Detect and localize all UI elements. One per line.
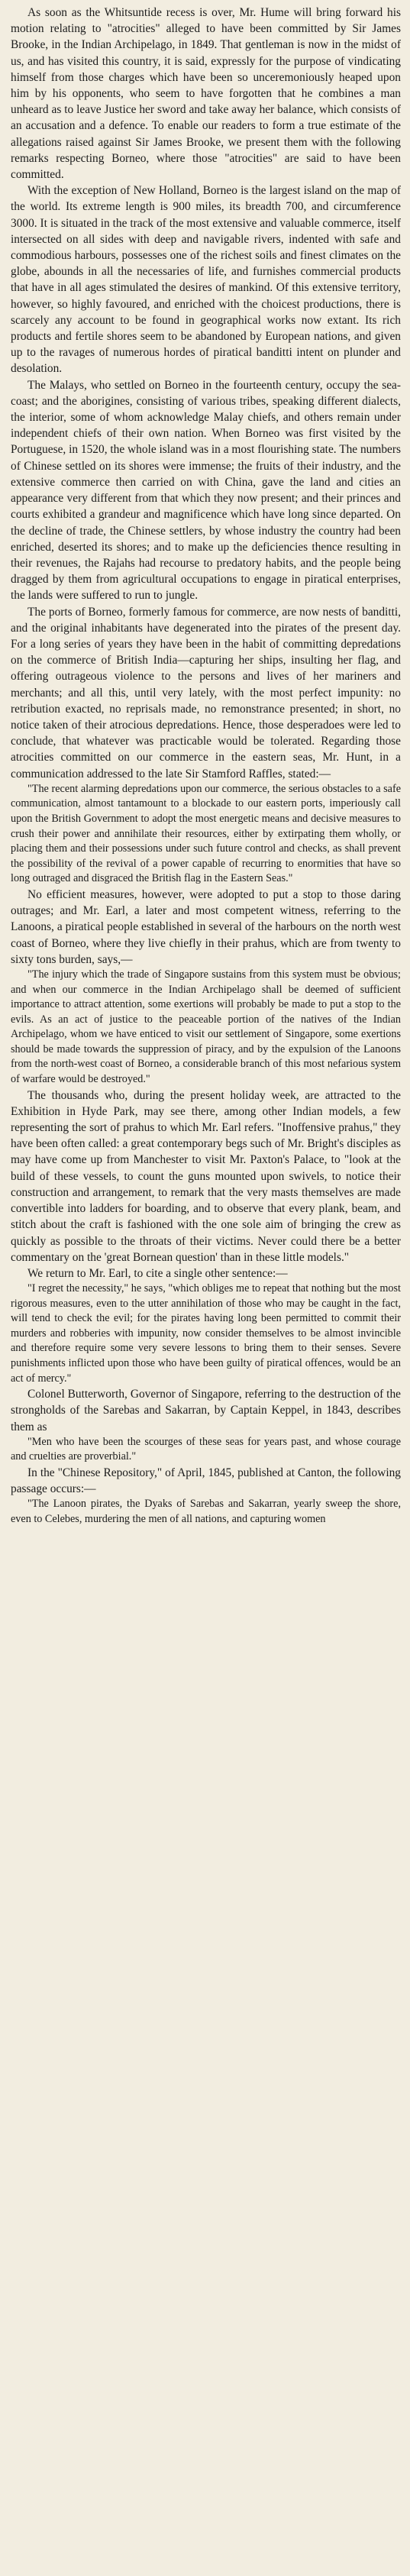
block-quotation: "I regret the necessity," he says, "which obliges me to repeat that nothing but the most rigorous measures, even to the utter annihilation of those who may be caught in the fact, will tend to check the evil; for the pirates having long been permitted to commit their murders and robberies with impunity, now consider themselves to be almost invincible and therefore require some very severe lessons to bring them to their senses. Severe punishments inflicted upon those who have been guilty of piratical offences, would be an act of mercy.": [11, 1282, 401, 1385]
article-paragraph: No efficient measures, however, were adopted to put a stop to those daring outrages; and Mr. Earl, a later and most competent witness, referring to the Lanoons, a piratical people established in several of the harbours on the north west coast of Borneo, where they live chiefly in their prahus, which are from twenty to sixty tons burden, says,—: [11, 887, 401, 966]
block-quotation: "The recent alarming depredations upon our commerce, the serious obstacles to a safe communication, almost tantamount to a blockade to our eastern ports, imperiously call upon the British Government to adopt the most energetic means and decisive measures to crush their power and annihilate their resources, either by extirpating them wholly, or placing them and their possessions under such future control and checks, as shall prevent the possibility of the revival of a power capable of recurring to enormities that have so long outraged and disgraced the British flag in the Eastern Seas.": [11, 782, 401, 885]
article-paragraph: The ports of Borneo, formerly famous for commerce, are now nests of banditti, and the original inhabitants have degenerated into the pirates of the present day. For a long series of years they have been in the habit of committing depredations on the commerce of British India—capturing her ships, insulting her flag, and offering outrageous violence to the persons and lives of her mariners and merchants; and all this, until very lately, with the most perfect impunity: no retribution exacted, no reprisals made, no remonstrance presented; in short, no notice taken of their atrocious depredations. Hence, those desperadoes were led to conclude, that whatever was practicable would be tolerated. Regarding those atrocities committed on our commerce in the eastern seas, Mr. Hunt, in a communication addressed to the late Sir Stamford Raffles, stated:—: [11, 605, 401, 781]
article-paragraph: As soon as the Whitsuntide recess is over, Mr. Hume will bring forward his motion relating to "atrocities" alleged to have been committed by Sir James Brooke, in the Indian Archipelago, in 1849. That gentleman is now in the midst of us, and has visited this country, it is said, expressly for the purpose of vindicating himself from those charges which have been so unceremoniously heaped upon him by his opponents, who seem to have forgotten that he combines a man unheard as to leave Justice her sword and take away her balance, which consists of an accusation and a defence. To enable our readers to form a true estimate of the allegations raised against Sir James Brooke, we present them with the following remarks respecting Borneo, where those "atrocities" are said to have been committed.: [11, 6, 401, 182]
article-paragraph: With the exception of New Holland, Borneo is the largest island on the map of the world. Its extreme length is 900 miles, its breadth 700, and circumference 3000. It is situated in the track of the most extensive and valuable commerce, itself intersected on all sides with deep and navigable rivers, indented with safe and commodious harbours, possesses one of the richest soils and finest climates on the globe, abounds in all the necessaries of life, and furnishes commercial products that have in all ages stimulated the desires of mankind. Of this extensive territory, however, so highly favoured, and enriched with the choicest productions, there is scarcely any account to be found in geographical works now extant. Its rich products and fertile shores seem to be abandoned by European nations, and given up to the ravages of numerous hordes of piratical banditti intent on plunder and desolation.: [11, 184, 401, 376]
block-quotation: "Men who have been the scourges of these seas for years past, and whose courage and cruelties are proverbial.": [11, 1435, 401, 1463]
article-paragraph: In the "Chinese Repository," of April, 1845, published at Canton, the following passage occurs:—: [11, 1466, 401, 1496]
article-paragraph: We return to Mr. Earl, to cite a single other sentence:—: [27, 1266, 288, 1280]
article-paragraph: The thousands who, during the present holiday week, are attracted to the Exhibition in Hyde Park, may see there, among other Indian models, a few representing the sort of prahus to which Mr. Earl refers. "Inoffensive prahus," they have been often called: a great contemporary begs such of Mr. Bright's disciples as may have come up from Manchester to visit Mr. Paxton's Palace, to "look at the build of these vessels, to count the guns mounted upon swivels, to notice their construction and arrangement, to remark that the very masts themselves are made convertible into ladders for boarding, and to observe that every plank, beam, and stitch about the craft is fashioned with the one sole aim of bringing the crew as quickly as possible to the throats of their victims. Never could there be a better commentary on the 'great Bornean question' than in these little models.": [11, 1088, 401, 1264]
article-paragraph: Colonel Butterworth, Governor of Singapore, referring to the destruction of the strongholds of the Sarebas and Sakarran, by Captain Keppel, in 1843, describes them as: [11, 1388, 401, 1433]
block-quotation: "The Lanoon pirates, the Dyaks of Sarebas and Sakarran, yearly sweep the shore, even to Celebes, murdering the men of all nations, and capturing women: [11, 1498, 401, 1526]
block-quotation: "The injury which the trade of Singapore sustains from this system must be obvious; and when our commerce in the Indian Archipelago shall be deemed of sufficient importance to attract attention, some exertions will probably be made to put a stop to the evils. As an act of justice to the peaceable portion of the natives of the Indian Archipelago, whom we have enticed to visit our settlement of Singapore, some exertions should be made towards the suppression of piracy, and by the expulsion of the Lanoons from the north-west coast of Borneo, a considerable branch of this most nefarious system of warfare would be destroyed.": [11, 968, 401, 1086]
article-paragraph: The Malays, who settled on Borneo in the fourteenth century, occupy the sea-coast; and the aborigines, consisting of various tribes, speaking different dialects, the interior, some of whom acknowledge Malay chiefs, and others remain under independent chiefs of their own nation. When Borneo was first visited by the Portuguese, in 1520, the whole island was in a most flourishing state. The numbers of Chinese settled on its shores were immense; the fruits of their industry, and the extensive commerce then carried on with China, gave the land and cities an appearance very different from that which they now present; and their princes and courts exhibited a grandeur and magnificence which have long since departed. On the decline of trade, the Chinese settlers, by whose industry the country had been enriched, deserted its shores; and to make up the deficiencies thence resulting in their revenues, the Rajahs had recourse to predatory habits, and the people being dragged by them from agricultural occupations to engage in piratical enterprises, the lands were suffered to run to jungle.: [11, 378, 401, 603]
